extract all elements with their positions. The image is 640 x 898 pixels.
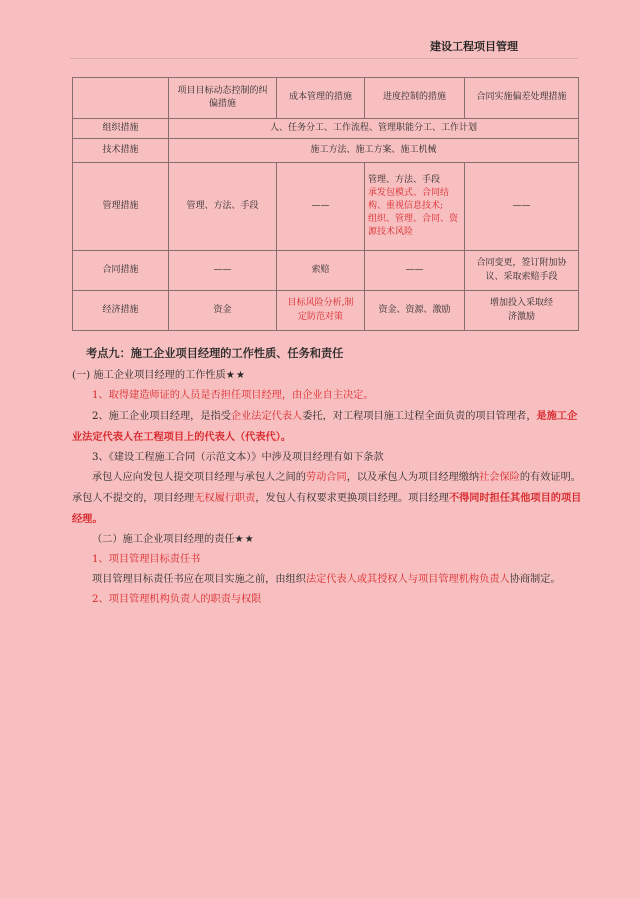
row-label: 技术措施 [73, 139, 169, 163]
importance-stars: ★★ [234, 534, 255, 545]
row-label: 合同措施 [73, 251, 169, 291]
highlight-text: 由企业自主决定。 [292, 390, 374, 401]
table-cell: 增加投入采取经济激励 [465, 291, 579, 331]
text: 2、施工企业项目经理，是指受 [92, 411, 231, 422]
cell-text-highlight: 组织、管理、合同、资源技术风险 [368, 214, 459, 238]
table-cell: —— [365, 251, 465, 291]
table-header-cell: 进度控制的措施 [365, 78, 465, 119]
heading: 1、项目管理目标责任书 [92, 554, 201, 565]
heading: 2、项目管理机构负责人的职责与权限 [92, 594, 262, 605]
paragraph [72, 468, 582, 530]
table-row [73, 163, 579, 251]
table-cell: 人、任务分工、工作流程、管理职能分工、工作计划 [169, 119, 579, 139]
paragraph: 3、《建设工程施工合同（示范文本）》中涉及项目经理有如下条款 [92, 452, 384, 463]
table-row [73, 119, 579, 139]
table-row [73, 251, 579, 291]
table-cell: —— [169, 251, 277, 291]
table-cell: 合同变更，签订附加协议、采取索赔手段 [465, 251, 579, 291]
subsection-heading [72, 366, 582, 386]
highlight-text: 法定代表人或其授权人与项目管理机构负责人 [305, 574, 510, 585]
page-header-title: 建设工程项目管理 [430, 40, 518, 53]
cell-text-highlight: 承发包模式、合同结构、重视信息技术; [368, 187, 450, 211]
text: 委托，对工程项目施工过程全面负责的项目管理者， [302, 411, 537, 422]
table-cell: —— [277, 163, 365, 251]
table-cell: 施工方法、施工方案、施工机械 [169, 139, 579, 163]
importance-stars: ★★ [225, 370, 247, 381]
subsection-title: (一) 施工企业项目经理的工作性质 [72, 370, 226, 381]
table-cell: —— [465, 163, 579, 251]
row-label: 组织措施 [73, 119, 169, 139]
highlight-text: 无权履行职责 [194, 493, 256, 504]
paragraph [72, 406, 582, 448]
row-label: 管理措施 [73, 163, 169, 251]
table-cell-highlight: 目标风险分析,制定防范对策 [277, 291, 365, 331]
table-header-cell: 合同实施偏差处理措施 [465, 78, 579, 119]
highlight-text: 劳动合同 [305, 472, 347, 483]
highlight-text: 是施工企业法定代表人在工程项目上的代表人（代表代）。 [72, 410, 578, 443]
text: ，发包人有权要求更换项目经理。项目经理 [255, 493, 449, 504]
table-cell: 索赔 [277, 251, 365, 291]
table-cell: 资金 [169, 291, 277, 331]
table-header-cell: 项目目标动态控制的纠偏措施 [169, 78, 277, 119]
measures-table [72, 77, 579, 331]
paragraph [72, 570, 582, 590]
table-row [73, 291, 579, 331]
table-header-row [73, 78, 579, 119]
section-title: 考点九：施工企业项目经理的工作性质、任务和责任 [86, 347, 344, 360]
paragraph [72, 386, 582, 406]
text: ，以及承包人为项目经理缴纳 [346, 472, 480, 483]
text: 协商制定。 [509, 574, 561, 585]
text: 承包人应向发包人提交项目经理与承包人之间的 [92, 472, 306, 483]
table-header-cell [73, 78, 169, 119]
cell-text: 管理、方法、手段 [368, 174, 441, 185]
subsection-heading [72, 530, 582, 550]
table-row [73, 139, 579, 163]
table-cell: 管理、方法、手段 [169, 163, 277, 251]
header-divider [70, 58, 578, 59]
highlight-text: 不得同时担任其他项目的项目经理。 [72, 492, 582, 525]
text: 项目管理目标责任书应在项目实施之前，由组织 [92, 574, 306, 585]
highlight-text: 企业法定代表人 [230, 411, 303, 422]
section-content [72, 344, 582, 610]
subsection-title: （二）施工企业项目经理的责任 [92, 534, 235, 545]
table-cell: 资金、资源、激励 [365, 291, 465, 331]
text: 1、取得建造师证的人员是否担任项目经理， [92, 390, 293, 401]
row-label: 经济措施 [73, 291, 169, 331]
text: 的有效证明。承包人不提交的，项目经理 [72, 472, 581, 504]
highlight-text: 社会保险 [479, 472, 520, 483]
table-header-cell: 成本管理的措施 [277, 78, 365, 119]
table-cell [365, 163, 465, 251]
